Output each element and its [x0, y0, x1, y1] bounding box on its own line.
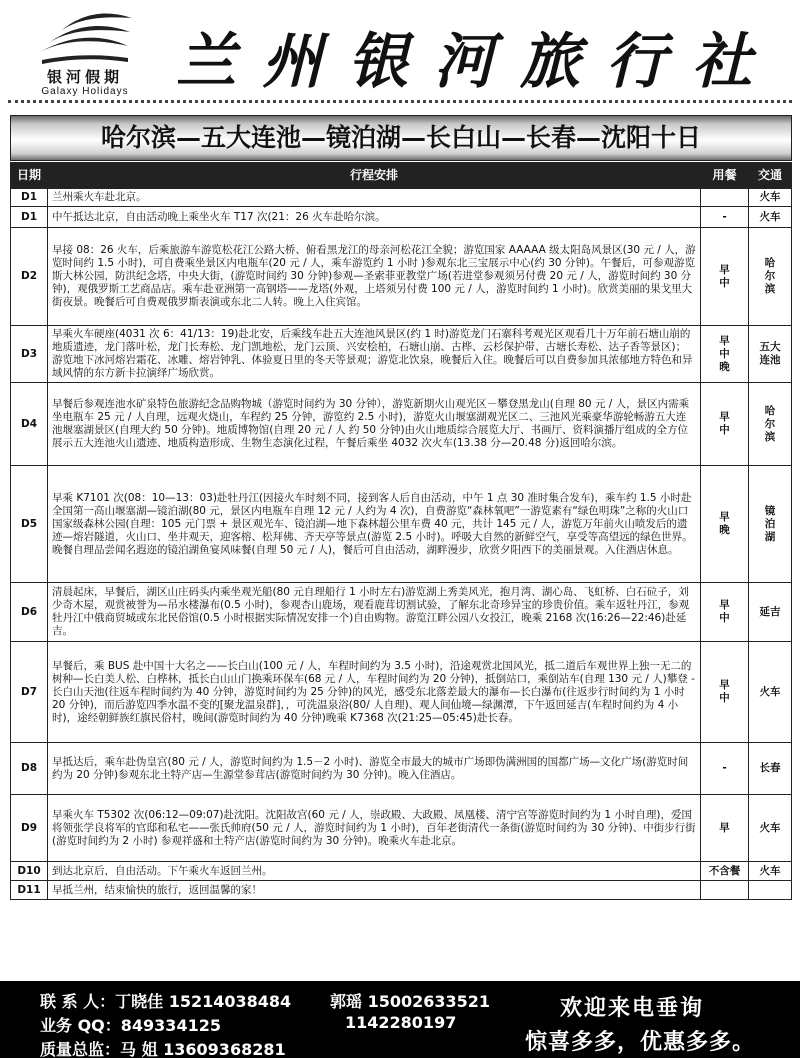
plan-cell: 到达北京后，自由活动。下午乘火车返回兰州。 [48, 862, 701, 881]
route-title: 哈尔滨—五大连池—镜泊湖—长白山—长春—沈阳十日 [100, 123, 701, 152]
contact-person: 联 系 人：丁晓佳 15214038484 [40, 992, 292, 1011]
meal-cell: 早 中 [701, 642, 749, 743]
plan-cell: 早餐后参观连池水矿泉特色旅游纪念品购物城（游览时间约为 30 分钟），游览新期火山观光区－攀登黑龙山(自理 80 元 / 人，景区内需乘坐电瓶车 25 元 / 人自理，远观火烧山，车程约 25 分钟，游览约 2.5 小时)，游览火山堰塞湖观光区二、三池风光乘豪华游轮畅游五大连池堰塞湖景区(自理大约 50 分钟)。地质博物馆(自理 20 元 / 人 约 50 分钟)由火山地质综合展览大厅、书画厅、资料演播厅组成的全方位展示五大连池火山遗迹、地质构造形成、生物生态演化过程，午餐后乘坐 4032 次火车(13.38 分—20.48 分)返回哈尔滨。 [48, 383, 701, 466]
quality-director: 质量总监：马 姐 13609368281 [40, 1040, 286, 1058]
transport-cell: 火车 [749, 795, 792, 862]
swoosh-logo-icon [32, 8, 138, 66]
plan-cell: 清晨起床，早餐后，湖区山庄码头内乘坐观光船(80 元自理船行 1 小时左右)游览湖上秀美风光，抱月湾、湖心岛、飞虹桥、白石砬子，刘少奇木屋，观赏被誉为—吊水楼瀑布(0.5 小时)，参观杏山鹿场，观看鹿茸切割试验，了解东北奇珍异宝的珍贵价值。乘车返牡丹江，参观牡丹江中俄商贸城或东北民俗馆(0.5 小时根据实际情况安排一个)自由购物。游览江畔公园八女投江，晚乘 2168 次(16:26—22:46)赴延吉。 [48, 583, 701, 642]
transport-cell [749, 881, 792, 900]
meal-cell: 早 中 [701, 383, 749, 466]
plan-cell: 早抵达后，乘车赴伪皇宫(80 元 / 人，游览时间约为 1.5－2 小时)、游览全市最大的城市广场即伪满洲国的国都广场—文化广场(游览时间约为 20 分钟)参观东北土特产店—生源堂参茸店(游览时间约为 30 分钟)。晚入住酒店。 [48, 743, 701, 795]
itinerary-body [11, 189, 792, 900]
contact-footer [0, 981, 800, 1058]
day-cell: D3 [11, 326, 48, 383]
galaxy-logo [20, 8, 150, 100]
itinerary-row [11, 466, 792, 583]
header-plan: 行程安排 [48, 163, 701, 189]
transport-cell: 火车 [749, 642, 792, 743]
meal-cell: 早 中 [701, 228, 749, 326]
day-cell: D1 [11, 189, 48, 207]
meal-cell: 早 中 晚 [701, 326, 749, 383]
plan-cell: 中午抵达北京，自由活动晚上乘坐火车 T17 次(21：26 火车赴哈尔滨。 [48, 207, 701, 228]
itinerary-row [11, 583, 792, 642]
day-cell: D9 [11, 795, 48, 862]
itinerary-row [11, 207, 792, 228]
transport-cell: 火车 [749, 189, 792, 207]
itinerary-row [11, 228, 792, 326]
header-date: 日期 [11, 163, 48, 189]
business-qq: 业务 QQ：849334125 [40, 1016, 221, 1035]
meal-cell: 早 [701, 795, 749, 862]
transport-cell: 五大 连池 [749, 326, 792, 383]
itinerary-row [11, 189, 792, 207]
itinerary-row [11, 383, 792, 466]
transport-cell: 火车 [749, 207, 792, 228]
day-cell: D6 [11, 583, 48, 642]
day-cell: D10 [11, 862, 48, 881]
promo-slogan: 惊喜多多，优惠多多。 [525, 1030, 756, 1055]
meal-cell: - [701, 743, 749, 795]
itinerary-row [11, 326, 792, 383]
meal-cell [701, 881, 749, 900]
agency-name: 兰州银河旅行社 [176, 27, 778, 97]
contact-person-2: 郭瑶 15002633521 [330, 992, 491, 1011]
plan-cell: 早乘火车硬座(4031 次 6：41/13：19)赴北安，后乘线车赴五大连池风景区(约 1 时)游览龙门石寨科考观光区观看几十万年前石塘山崩的地质遗迹，龙门落叶松，龙门长寿松、龙门凯地松，龙门云顶、兴安桧柏，石塘山崩、古桦、云杉保护带、古塘长寿松、达子香等景区)；游览地下冰河熔岩霜花、冰雕、熔岩钟乳、体验夏日里的冬天等景观；游览北饮泉，晚餐后入住。晚餐后可以自费参加具浓郁地方特色和异域风情的东方新卡拉演绎广场欣赏。 [48, 326, 701, 383]
meal-cell: 早 晚 [701, 466, 749, 583]
header-meal: 用餐 [701, 163, 749, 189]
itinerary-row [11, 743, 792, 795]
itinerary-row [11, 642, 792, 743]
day-cell: D7 [11, 642, 48, 743]
day-cell: D4 [11, 383, 48, 466]
plan-cell: 早餐后，乘 BUS 赴中国十大名之——长白山(100 元 / 人，车程时间约为 3.5 小时)，沿途观赏北国风光，抵二道后车观世界上独一无二的树种—长白美人松、白桦林，抵长白山山门换乘环保车(68 元 / 人，车程时间约为 20 分钟)，抵倒站口，乘倒站车(自理 130 元 / 人)攀登 - 长白山天池(往返车程时间约为 40 分钟，游览时间约为 25 分钟)的风光，感受东北落差最大的瀑布—长白瀑布(往返步行时间约为 1 小时 20 分钟)，而后游览四季水温不变的[聚龙温泉群]，，可洗温泉浴(80/ 人自理)、观人间仙境—绿渊潭，下午返回延吉(车程时间约为 4 小时)，途经朝鲜族红旗民俗村，晚间(游览时间约为 40 分钟)晚乘 K7368 次(21:25—05:45)赴长春。 [48, 642, 701, 743]
dotted-divider [8, 100, 792, 103]
plan-cell: 兰州乘火车赴北京。 [48, 189, 701, 207]
plan-cell: 早接 08：26 火车，后乘旅游车游览松花江公路大桥、俯看黑龙江的母亲河松花江全貌；游览国家 AAAAA 级太阳岛风景区(30 元 / 人，游览时间约 1.5 小时)，可自费乘坐景区内电瓶车(20 元 / 人，乘车游览约 1 小时 )参观东北三宝展示中心(约 30 分钟)。午餐后，可参观游览斯大林公园，防洪纪念塔，中央大街，(游览时间约 30 分钟)参观—圣索菲亚教堂广场(若进堂参观须另付费 20 元 / 人，游览时间约 30 分钟)，观俄罗斯工艺商品店。乘车赴亚洲第一高钢塔——龙塔(外观，上塔须另付费 100 元 / 人，游览时间约 1 小时)。欣赏美丽的果戈里大街夜景。晚餐后可自费观俄罗斯表演或东北二人转。晚上入住宾馆。 [48, 228, 701, 326]
table-header-row [11, 163, 792, 189]
logo-english-text: Galaxy Holidays [41, 86, 129, 97]
day-cell: D11 [11, 881, 48, 900]
plan-cell: 早乘火车 T5302 次(06:12—09:07)赴沈阳。沈阳故宫(60 元 / 人，崇政殿、大政殿、凤凰楼、清宁宫等游览时间约为 1 小时自理)，爱国将领张学良将军的官邸和私宅——张氏帅府(50 元 / 人，游览时间约为 1 小时)，百年老街清代一条街(游览时间约为 30 分钟)、中街步行街(游览时间约为 2 小时) 参观祥盛和土特产店(游览时间约为 30 分钟)。晚乘火车赴北京。 [48, 795, 701, 862]
transport-cell: 镜 泊 湖 [749, 466, 792, 583]
meal-cell: 不含餐 [701, 862, 749, 881]
transport-cell: 延吉 [749, 583, 792, 642]
header-transport: 交通 [749, 163, 792, 189]
meal-cell: 早 中 [701, 583, 749, 642]
itinerary-row [11, 881, 792, 900]
route-title-bar [10, 115, 792, 161]
itinerary-row [11, 862, 792, 881]
header [0, 0, 800, 108]
meal-cell: - [701, 207, 749, 228]
transport-cell: 长春 [749, 743, 792, 795]
plan-cell: 早抵兰州，结束愉快的旅行，返回温馨的家！ [48, 881, 701, 900]
business-qq-2: 1142280197 [345, 1013, 457, 1032]
transport-cell: 哈 尔 滨 [749, 383, 792, 466]
welcome-slogan: 欢迎来电垂询 [560, 996, 705, 1021]
transport-cell: 火车 [749, 862, 792, 881]
itinerary-row [11, 795, 792, 862]
day-cell: D8 [11, 743, 48, 795]
transport-cell: 哈 尔 滨 [749, 228, 792, 326]
day-cell: D1 [11, 207, 48, 228]
day-cell: D5 [11, 466, 48, 583]
meal-cell [701, 189, 749, 207]
itinerary-table [10, 162, 792, 900]
logo-chinese-text: 银河假期 [46, 68, 123, 86]
plan-cell: 早乘 K7101 次(08：10—13：03)赴牡丹江(因接火车时刻不同，接到客人后自由活动，中午 1 点 30 准时集合发车)，乘车约 1.5 小时赴全国第一高山堰塞湖—镜泊湖(80 元，景区内电瓶车自理 12 元 / 人约为 4 次)，自费游览“森林氧吧”一游览素有“绿色明珠”之称的火山口国家级森林公园(自理：105 元门票 + 景区观光车、镜泊湖—地下森林超公里车费 40 元，共计 145 元 / 人，游览万年前火山喷发后的遗迹—熔岩隧道，火山口、坐井观天，迎客榕、松拜佛、齐天亭等景点(游览 2.5 小时)。呼吸大自然的新鲜空气，享受等高望远的绿色世界。晚餐自理品尝闻名遐迩的镜泊湖鱼宴风味餐(自理 50 元 / 人)，餐后可自由活动，湖畔漫步，欣赏夕阳西下的美丽景观。入住酒店休息。 [48, 466, 701, 583]
day-cell: D2 [11, 228, 48, 326]
